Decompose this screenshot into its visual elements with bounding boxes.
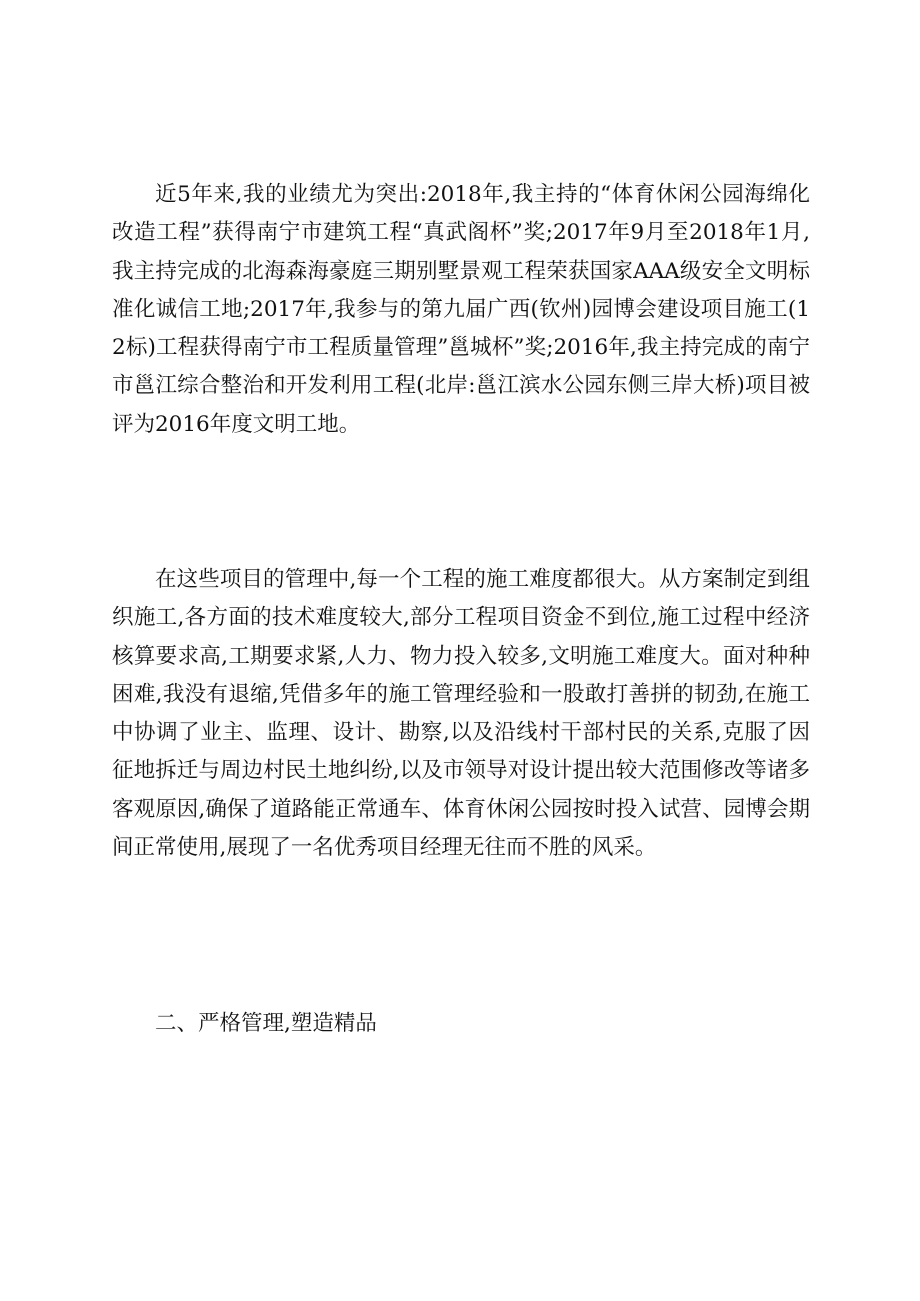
body-paragraph-management-challenges: 在这些项目的管理中,每一个工程的施工难度都很大。从方案制定到组织施工,各方面的技术难度较大,部分工程项目资金不到位,施工过程中经济核算要求高,工期要求紧,人力、物力投入较多,文明施工难度大。面对种种困难,我没有退缩,凭借多年的施工管理经验和一股敢打善拼的韧劲,在施工中协调了业主、监理、设计、勘察,以及沿线村干部村民的关系,克服了因征地拆迁与周边村民土地纠纷,以及市领导对设计提出较大范围修改等诸多客观原因,确保了道路能正常通车、体育休闲公园按时投入试营、园博会期间正常使用,展现了一名优秀项目经理无往而不胜的风采。 bbox=[112, 567, 810, 861]
section-heading: 二、严格管理,塑造精品 bbox=[155, 1011, 377, 1036]
body-paragraph-achievements: 近5年来,我的业绩尤为突出:2018年,我主持的“体育休闲公园海绵化改造工程”获得南宁市建筑工程“真武阁杯”奖;2017年9月至2018年1月,我主持完成的北海森海豪庭三期别墅景观工程荣获国家AAA级安全文明标准化诚信工地;2017年,我参与的第九届广西(钦州)园博会建设项目施工(12标)工程获得南宁市工程质量管理”邕城杯”奖;2016年,我主持完成的南宁市邕江综合整治和开发利用工程(北岸:邕江滨水公园东侧三岸大桥)项目被评为2016年度文明工地。 bbox=[112, 182, 810, 437]
